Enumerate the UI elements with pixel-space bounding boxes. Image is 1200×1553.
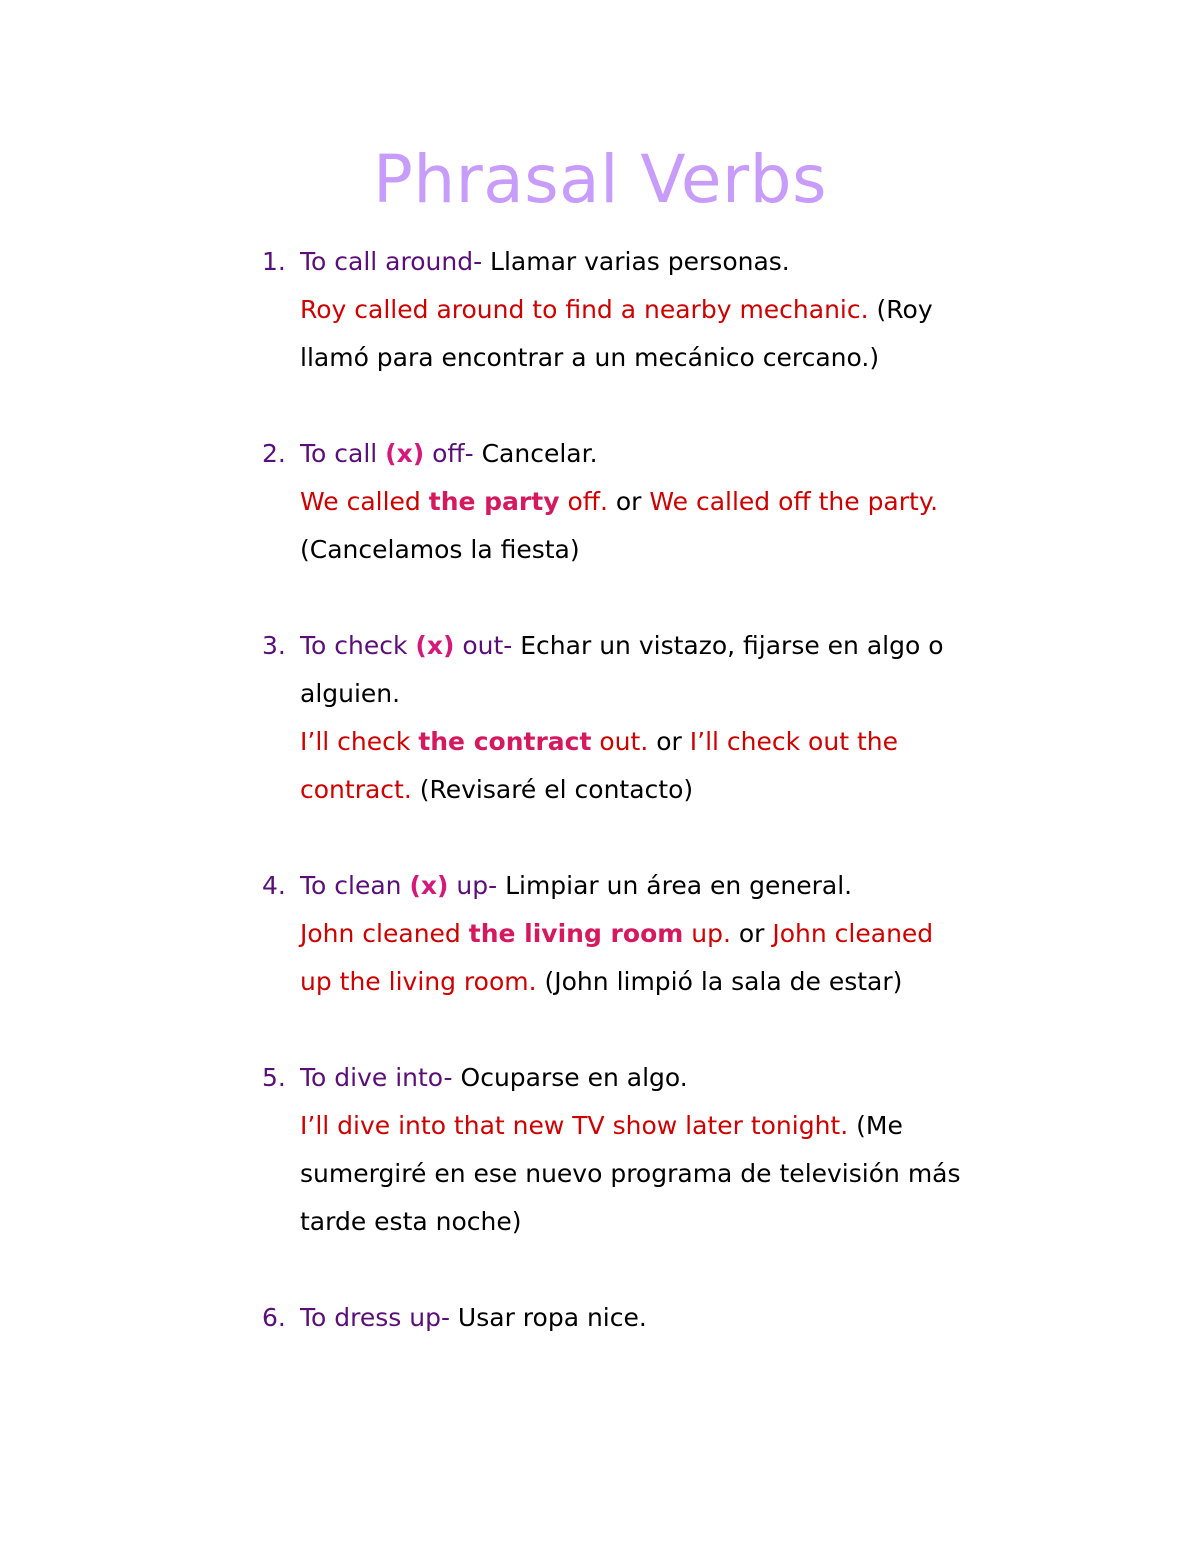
translation: (Roy — [868, 295, 933, 324]
phrasal-verb: To check — [300, 631, 416, 660]
example-line — [300, 1102, 1052, 1150]
translation: (Revisaré el contacto) — [411, 775, 694, 804]
definition-line — [300, 862, 1052, 910]
meaning: Ocuparse en algo. — [452, 1063, 688, 1092]
list-item — [262, 1054, 1052, 1246]
example-end: up. — [683, 919, 731, 948]
example-alternative: John cleaned — [772, 919, 934, 948]
list-item — [262, 1294, 1052, 1342]
example-start: We called — [300, 487, 429, 516]
item-number: 1. — [262, 247, 286, 276]
example-object: the party — [428, 487, 560, 516]
example-line — [300, 286, 1052, 334]
example-object: the contract — [418, 727, 592, 756]
example-alternative-end: up the living room. — [300, 967, 537, 996]
definition-line — [300, 622, 1052, 670]
example-object: the living room — [468, 919, 684, 948]
example-line-continued — [300, 958, 1052, 1006]
translation-line: tarde esta noche) — [300, 1207, 522, 1236]
example-start: John cleaned — [300, 919, 469, 948]
meaning: Echar un vistazo, fijarse en algo o — [512, 631, 944, 660]
phrasal-verb: To call around- — [300, 247, 483, 276]
list-item — [262, 430, 1052, 574]
item-number: 4. — [262, 871, 286, 900]
meaning: Usar ropa nice. — [449, 1303, 647, 1332]
example-line — [300, 478, 1052, 526]
phrasal-verb: To dive into- — [300, 1063, 453, 1092]
translation-line: sumergiré en ese nuevo programa de televisión más — [300, 1159, 961, 1188]
phrasal-verb-particle: off- — [424, 439, 474, 468]
meaning: Cancelar. — [473, 439, 598, 468]
phrasal-verb-particle: up- — [448, 871, 498, 900]
item-number: 2. — [262, 439, 286, 468]
example-line-continued — [300, 766, 1052, 814]
example-start: I’ll check — [300, 727, 419, 756]
example-sentence: Roy called around to find a nearby mechanic. — [300, 295, 869, 324]
object-placeholder: (x) — [385, 439, 425, 468]
translation: (John limpió la sala de estar) — [536, 967, 903, 996]
translation-line: llamó para encontrar a un mecánico cercano.) — [300, 343, 880, 372]
list-item — [262, 622, 1052, 814]
or-connector: or — [607, 487, 650, 516]
example-alternative: I’ll check out the — [689, 727, 898, 756]
phrasal-verb: To call — [300, 439, 386, 468]
meaning: Limpiar un área en general. — [497, 871, 853, 900]
example-line — [300, 718, 1052, 766]
meaning: Llamar varias personas. — [482, 247, 790, 276]
list-item — [262, 238, 1052, 382]
example-sentence: I’ll dive into that new TV show later tonight. — [300, 1111, 849, 1140]
example-alternative-end: contract. — [300, 775, 412, 804]
phrasal-verb-particle: out- — [454, 631, 513, 660]
example-line — [300, 910, 1052, 958]
definition-line — [300, 238, 1052, 286]
example-alternative: We called off the party. — [649, 487, 939, 516]
object-placeholder: (x) — [415, 631, 455, 660]
item-number: 5. — [262, 1063, 286, 1092]
item-number: 6. — [262, 1303, 286, 1332]
page-title: Phrasal Verbs — [373, 141, 827, 218]
example-end: off. — [559, 487, 608, 516]
definition-line — [300, 1294, 1052, 1342]
phrasal-verb: To clean — [300, 871, 410, 900]
object-placeholder: (x) — [409, 871, 449, 900]
list-item — [262, 862, 1052, 1006]
translation-line: (Cancelamos la fiesta) — [300, 535, 580, 564]
definition-line — [300, 430, 1052, 478]
translation: (Me — [848, 1111, 903, 1140]
or-connector: or — [648, 727, 690, 756]
phrasal-verb: To dress up- — [300, 1303, 450, 1332]
item-number: 3. — [262, 631, 286, 660]
example-end: out. — [591, 727, 649, 756]
phrasal-verb-list — [262, 238, 1052, 1390]
definition-line — [300, 1054, 1052, 1102]
meaning-continued: alguien. — [300, 679, 401, 708]
or-connector: or — [730, 919, 773, 948]
